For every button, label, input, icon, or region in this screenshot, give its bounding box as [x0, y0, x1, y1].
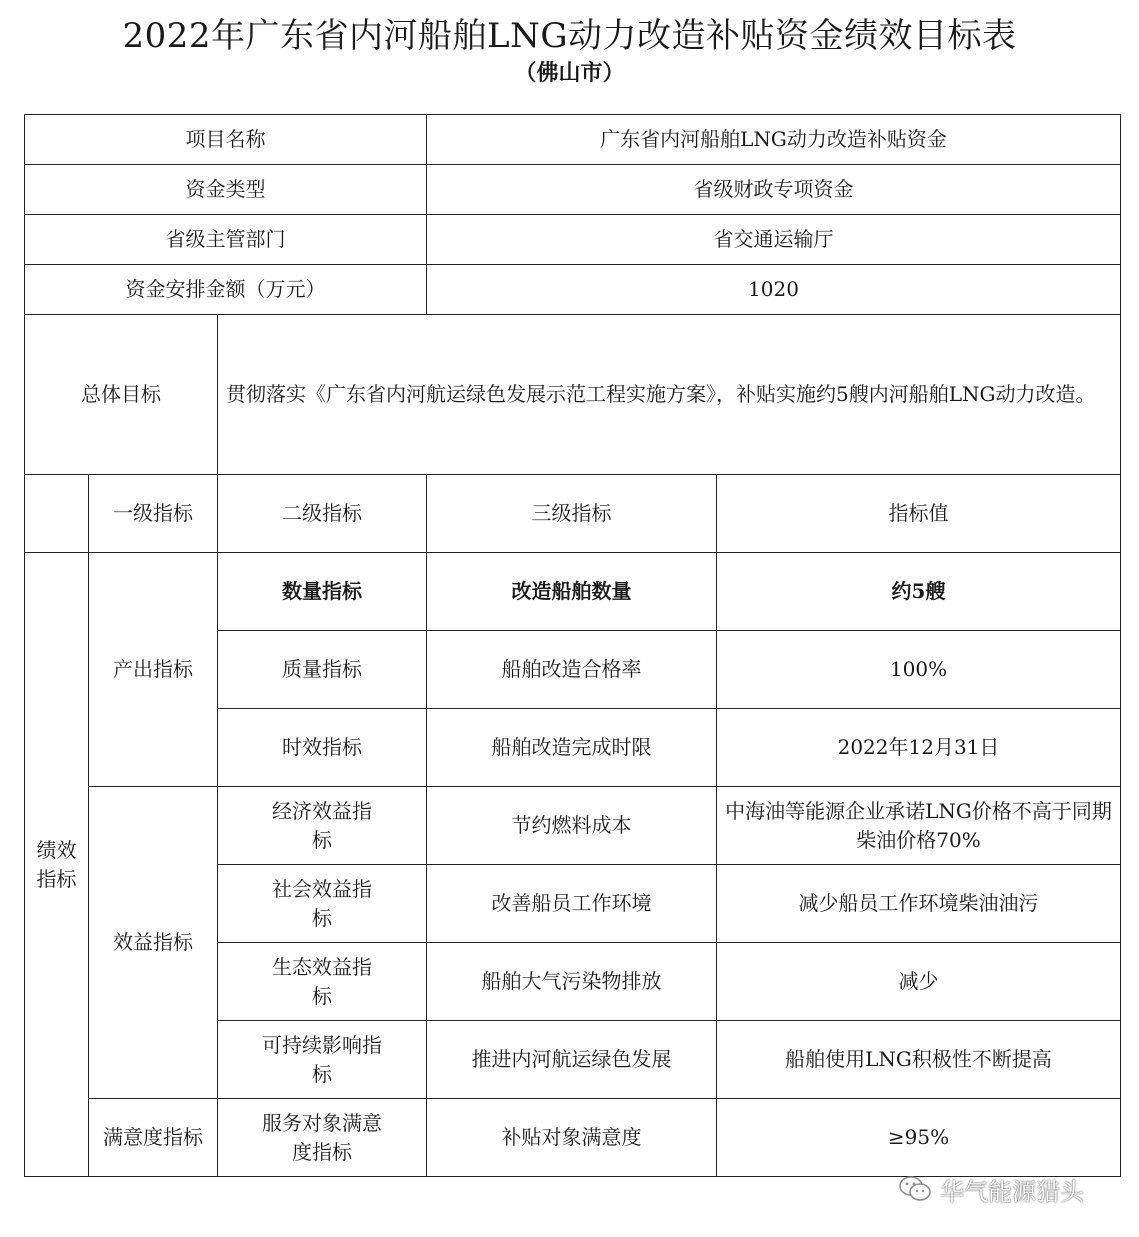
benefit-indicator-label: 效益指标	[89, 787, 218, 1099]
level2-cell: 经济效益指标	[218, 787, 427, 865]
table-row	[25, 315, 1121, 475]
value-cell: 中海油等能源企业承诺LNG价格不高于同期柴油价格70%	[717, 787, 1121, 865]
level2-cell: 社会效益指标	[218, 865, 427, 943]
header-blank-cell	[25, 475, 89, 553]
amount-value: 1020	[427, 265, 1121, 315]
project-name-label: 项目名称	[25, 115, 427, 165]
header-level1: 一级指标	[89, 475, 218, 553]
level3-cell: 补贴对象满意度	[427, 1099, 717, 1177]
table-row	[25, 165, 1121, 215]
table-header-row	[25, 475, 1121, 553]
level2-cell: 数量指标	[218, 553, 427, 631]
table-row	[25, 553, 1121, 631]
value-cell: 100%	[717, 631, 1121, 709]
goal-label: 总体目标	[25, 315, 218, 475]
level3-cell: 船舶大气污染物排放	[427, 943, 717, 1021]
fund-type-label: 资金类型	[25, 165, 427, 215]
header-value: 指标值	[717, 475, 1121, 553]
table-row	[25, 265, 1121, 315]
amount-label: 资金安排金额（万元）	[25, 265, 427, 315]
watermark-text: 华气能源猎头	[940, 1177, 1084, 1206]
table-row	[25, 1099, 1121, 1177]
value-cell: 减少	[717, 943, 1121, 1021]
page-subtitle: （佛山市）	[514, 60, 625, 86]
level3-cell: 改善船员工作环境	[427, 865, 717, 943]
page-title: 2022年广东省内河船舶LNG动力改造补贴资金绩效目标表	[122, 16, 1017, 56]
satisfaction-indicator-label: 满意度指标	[89, 1099, 218, 1177]
level3-cell: 推进内河航运绿色发展	[427, 1021, 717, 1099]
goal-value: 贯彻落实《广东省内河航运绿色发展示范工程实施方案》，补贴实施约5艘内河船舶LNG动力改造。	[218, 315, 1121, 475]
level2-cell: 质量指标	[218, 631, 427, 709]
level2-cell: 可持续影响指标	[218, 1021, 427, 1099]
level3-cell: 船舶改造完成时限	[427, 709, 717, 787]
performance-target-table	[24, 114, 1121, 1177]
table-row	[25, 115, 1121, 165]
fund-type-value: 省级财政专项资金	[427, 165, 1121, 215]
output-indicator-label: 产出指标	[89, 553, 218, 787]
dept-label: 省级主管部门	[25, 215, 427, 265]
level2-cell: 生态效益指标	[218, 943, 427, 1021]
level2-cell: 服务对象满意度指标	[218, 1099, 427, 1177]
value-cell: 减少船员工作环境柴油油污	[717, 865, 1121, 943]
value-cell: ≥95%	[717, 1099, 1121, 1177]
value-cell: 约5艘	[717, 553, 1121, 631]
dept-value: 省交通运输厅	[427, 215, 1121, 265]
header-level2: 二级指标	[218, 475, 427, 553]
level3-cell: 节约燃料成本	[427, 787, 717, 865]
wechat-icon	[898, 1174, 932, 1204]
project-name-value: 广东省内河船舶LNG动力改造补贴资金	[427, 115, 1121, 165]
table-row	[25, 215, 1121, 265]
level2-cell: 时效指标	[218, 709, 427, 787]
header-level3: 三级指标	[427, 475, 717, 553]
level3-cell: 船舶改造合格率	[427, 631, 717, 709]
level3-cell: 改造船舶数量	[427, 553, 717, 631]
watermark	[898, 1172, 1084, 1206]
value-cell: 2022年12月31日	[717, 709, 1121, 787]
table-row	[25, 787, 1121, 865]
performance-group-label: 绩效指标	[25, 553, 89, 1177]
value-cell: 船舶使用LNG积极性不断提高	[717, 1021, 1121, 1099]
